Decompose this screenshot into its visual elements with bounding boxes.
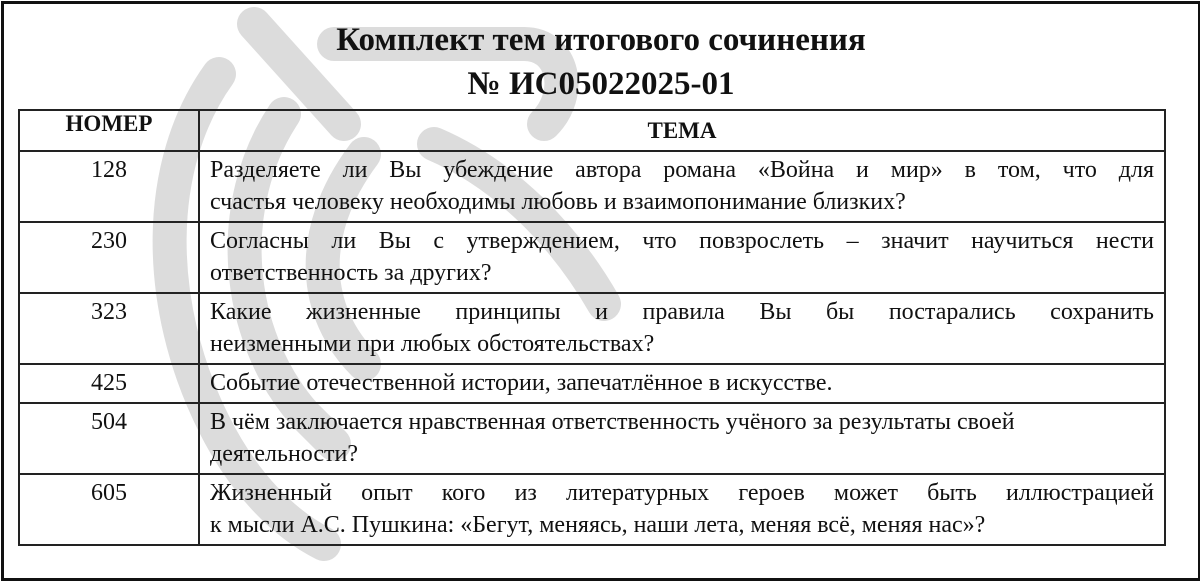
- table-row: [19, 293, 1165, 364]
- document-number: № ИС05022025-01: [467, 66, 735, 102]
- topic-text: [199, 474, 1165, 545]
- topic-text: [199, 403, 1165, 474]
- topic-line: Разделяете ли Вы убеждение автора романа «Война и мир» в том, что для: [210, 157, 1154, 183]
- topic-line: деятельности?: [210, 441, 359, 467]
- topic-line: ответственность за других?: [210, 260, 492, 286]
- topic-number: 425: [19, 364, 199, 403]
- header-topic: ТЕМА: [199, 110, 1165, 151]
- topic-line: неизменными при любых обстоятельствах?: [210, 331, 655, 357]
- topic-line: Какие жизненные принципы и правила Вы бы постарались сохранить: [210, 299, 1154, 325]
- table-row: [19, 222, 1165, 293]
- document-frame: [1, 1, 1200, 581]
- table-row: [19, 474, 1165, 545]
- topic-line: к мысли А.С. Пушкина: «Бегут, меняясь, наши лета, меняя всё, меняя нас»?: [210, 512, 986, 538]
- table-row: [19, 151, 1165, 222]
- topic-text: [199, 364, 1165, 403]
- topic-number: 605: [19, 474, 199, 545]
- table-row: [19, 403, 1165, 474]
- topics-table: [18, 109, 1166, 546]
- topic-line: Событие отечественной истории, запечатлённое в искусстве.: [210, 370, 833, 396]
- topic-text: [199, 151, 1165, 222]
- document-title: Комплект тем итогового сочинения: [336, 22, 866, 58]
- topic-line: Жизненный опыт кого из литературных героев может быть иллюстрацией: [210, 480, 1154, 506]
- table-row: [19, 364, 1165, 403]
- topic-line: счастья человеку необходимы любовь и взаимопонимание близких?: [210, 189, 906, 215]
- topic-text: [199, 222, 1165, 293]
- topic-number: 323: [19, 293, 199, 364]
- topic-number: 128: [19, 151, 199, 222]
- topic-text: [199, 293, 1165, 364]
- header-number: НОМЕР: [19, 110, 199, 151]
- topic-line: В чём заключается нравственная ответственность учёного за результаты своей: [210, 409, 1015, 435]
- topic-number: 230: [19, 222, 199, 293]
- topic-line: Согласны ли Вы с утверждением, что повзрослеть – значит научиться нести: [210, 228, 1154, 254]
- table-header-row: [19, 110, 1165, 151]
- topic-number: 504: [19, 403, 199, 474]
